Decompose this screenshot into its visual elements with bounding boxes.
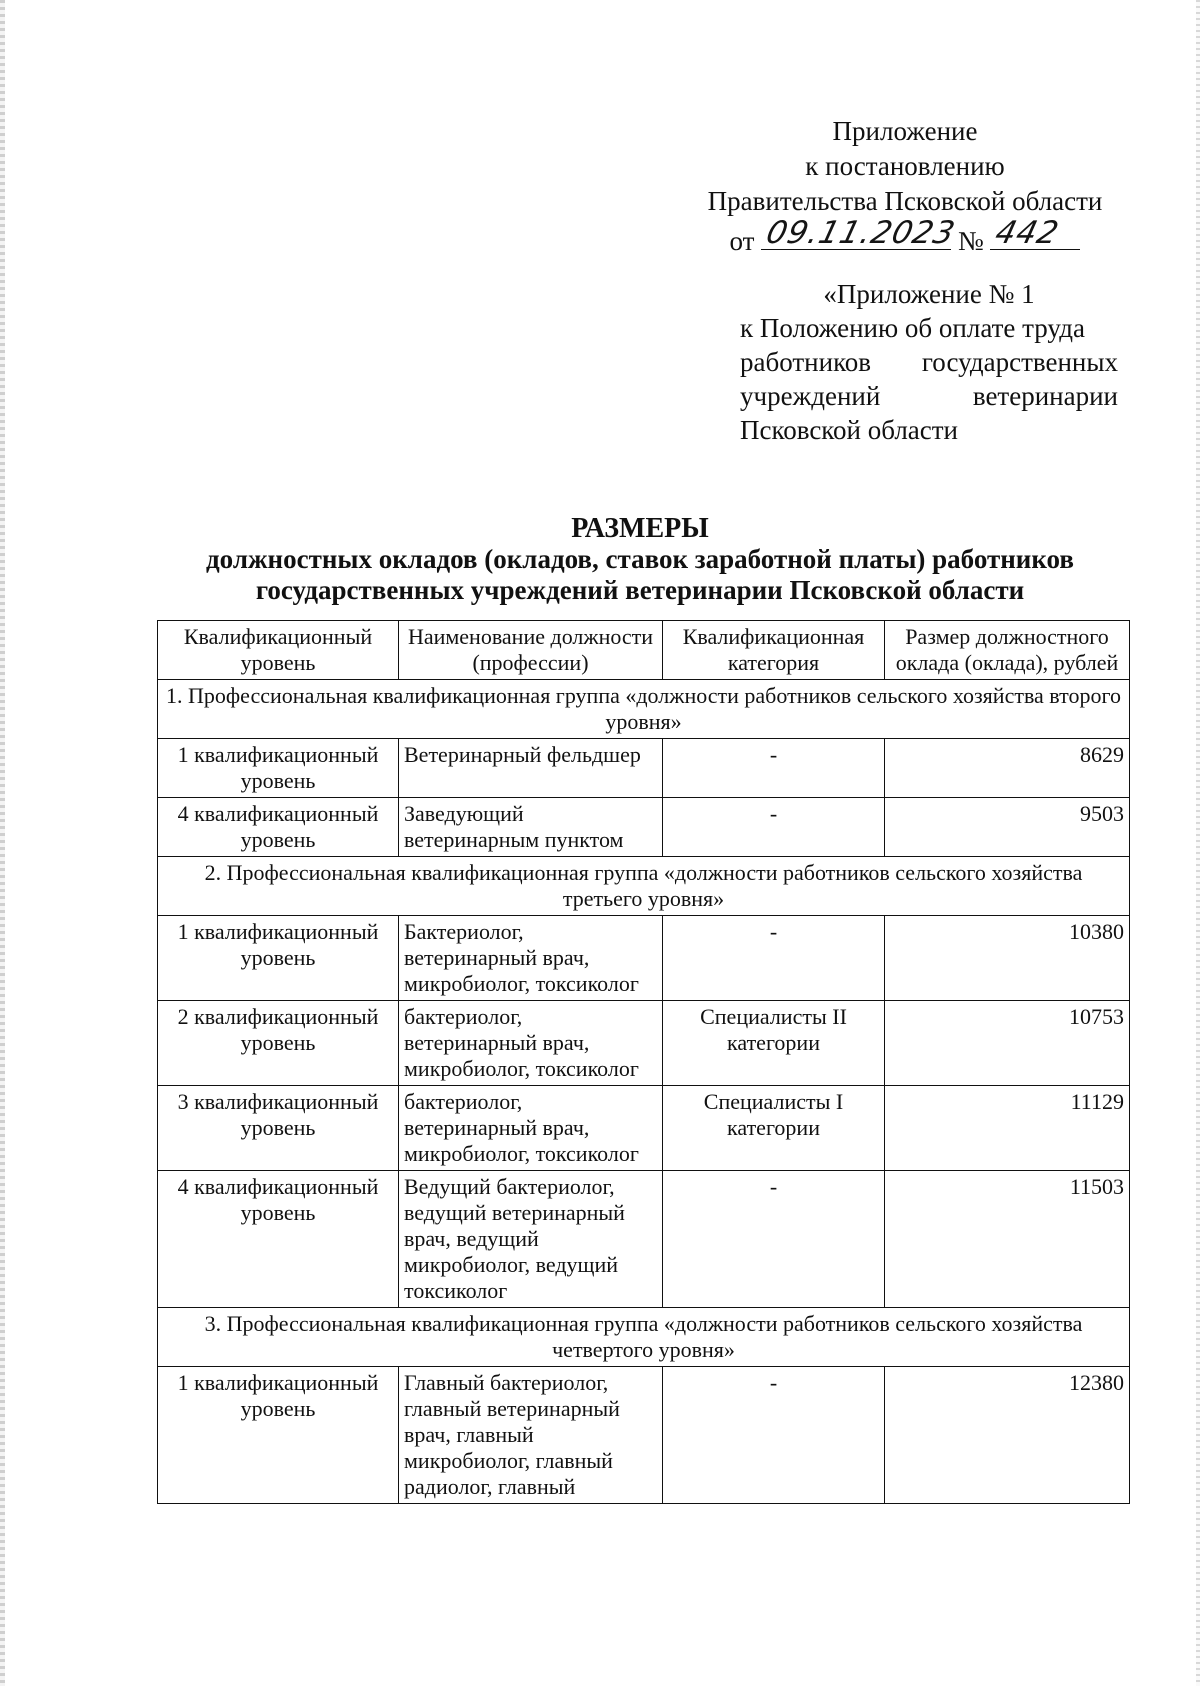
title-line-2: должностных окладов (окладов, ставок заработной платы) работников (206, 544, 1074, 574)
cell-level: 1 квалификационный уровень (158, 1367, 399, 1504)
number-sign: № (957, 226, 984, 256)
scan-edge-right (1196, 0, 1200, 1686)
header-position: Наименование должности (профессии) (399, 621, 663, 680)
table-row (158, 916, 1130, 1001)
cell-amount: 10753 (885, 1001, 1130, 1086)
approval-line-1: Приложение (832, 116, 978, 146)
cell-position: Ведущий бактериолог, ведущий ветеринарный врач, ведущий микробиолог, ведущий токсиколог (399, 1171, 663, 1308)
header-amount: Размер должностного оклада (оклада), рублей (885, 621, 1130, 680)
appendix-line-2-text: к Положению об оплате труда (740, 313, 1085, 343)
group-row (158, 680, 1130, 739)
approval-line-3: Правительства Псковской области (707, 186, 1103, 216)
cell-position: Заведующий ветеринарным пунктом (399, 798, 663, 857)
cell-position: Главный бактериолог, главный ветеринарный врач, главный микробиолог, главный радиолог, главный (399, 1367, 663, 1504)
title-line-3: государственных учреждений ветеринарии Псковской области (255, 575, 1025, 605)
from-label: от (729, 226, 755, 256)
group-heading: 1. Профессиональная квалификационная группа «должности работников сельского хозяйства второго уровня» (158, 680, 1130, 739)
cell-category: - (663, 1367, 885, 1504)
appendix-line-3-a: работников (740, 347, 872, 377)
approval-line-2: к постановлению (805, 151, 1005, 181)
group-row (158, 1308, 1130, 1367)
number-blank (990, 215, 1080, 251)
cell-category: - (663, 916, 885, 1001)
group-row (158, 857, 1130, 916)
cell-level: 1 квалификационный уровень (158, 739, 399, 798)
cell-amount: 12380 (885, 1367, 1130, 1504)
header-category: Квалификационная категория (663, 621, 885, 680)
cell-amount: 8629 (885, 739, 1130, 798)
table-row (158, 1086, 1130, 1171)
cell-category: - (663, 1171, 885, 1308)
cell-amount: 9503 (885, 798, 1130, 857)
table-header-row (158, 621, 1130, 680)
appendix-line-3-b: государственных (921, 347, 1118, 377)
appendix-line-1: «Приложение № 1 (823, 279, 1035, 309)
cell-level: 1 квалификационный уровень (158, 916, 399, 1001)
handwritten-date: 09.11.2023 (762, 215, 960, 251)
cell-level: 4 квалификационный уровень (158, 798, 399, 857)
cell-position: бактериолог, ветеринарный врач, микробиолог, токсиколог (399, 1086, 663, 1171)
cell-position: Бактериолог, ветеринарный врач, микробиолог, токсиколог (399, 916, 663, 1001)
cell-position: Ветеринарный фельдшер (399, 739, 663, 798)
document-title (150, 513, 1130, 606)
scan-edge-left (0, 0, 5, 1686)
appendix-line-2 (740, 311, 1118, 345)
cell-position: бактериолог, ветеринарный врач, микробиолог, токсиколог (399, 1001, 663, 1086)
salary-table (157, 620, 1130, 1504)
table-row (158, 1001, 1130, 1086)
group-heading: 3. Профессиональная квалификационная группа «должности работников сельского хозяйства четвертого уровня» (158, 1308, 1130, 1367)
appendix-line-5: Псковской области (740, 415, 959, 445)
cell-category: - (663, 739, 885, 798)
table-row (158, 739, 1130, 798)
cell-amount: 11503 (885, 1171, 1130, 1308)
table-row (158, 798, 1130, 857)
date-blank (761, 215, 960, 251)
appendix-line-4-a: учреждений (740, 381, 881, 411)
header-level: Квалификационный уровень (158, 621, 399, 680)
handwritten-number: 442 (992, 215, 1064, 251)
approval-block (670, 114, 1140, 259)
title-main: РАЗМЕРЫ (571, 513, 709, 544)
approval-date-number-line (670, 215, 1140, 259)
cell-level: 4 квалификационный уровень (158, 1171, 399, 1308)
appendix-line-4 (740, 379, 1118, 413)
appendix-reference (740, 277, 1118, 447)
cell-category: Специалисты I категории (663, 1086, 885, 1171)
cell-category: Специалисты II категории (663, 1001, 885, 1086)
cell-amount: 11129 (885, 1086, 1130, 1171)
appendix-line-3 (740, 345, 1118, 379)
cell-category: - (663, 798, 885, 857)
cell-level: 2 квалификационный уровень (158, 1001, 399, 1086)
group-heading: 2. Профессиональная квалификационная группа «должности работников сельского хозяйства третьего уровня» (158, 857, 1130, 916)
table-row (158, 1367, 1130, 1504)
appendix-line-4-b: ветеринарии (972, 381, 1118, 411)
cell-level: 3 квалификационный уровень (158, 1086, 399, 1171)
cell-amount: 10380 (885, 916, 1130, 1001)
table-row (158, 1171, 1130, 1308)
